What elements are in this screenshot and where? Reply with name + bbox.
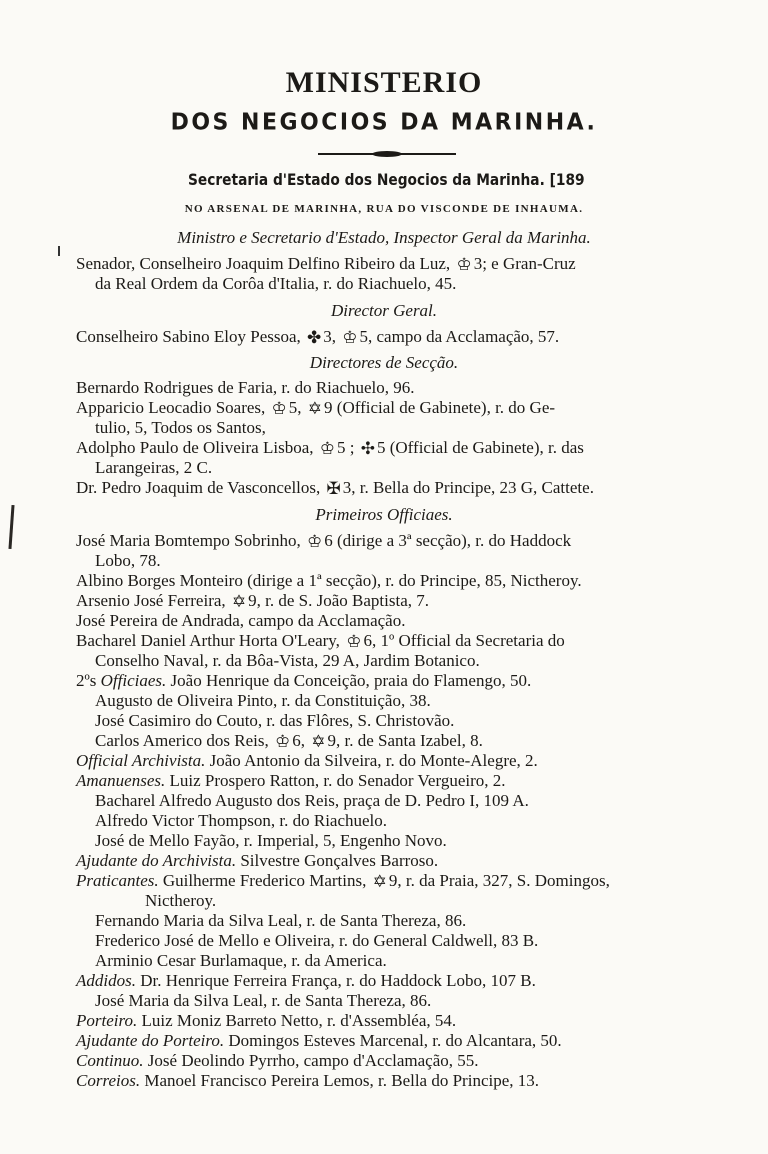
entry-line: Adolpho Paulo de Oliveira Lisboa, ♔ 5 ; ✣ 5 (Official de Gabinete), r. das <box>76 438 584 458</box>
entry-line: Carlos Americo dos Reis, ♔ 6, ✡ 9, r. de Santa Izabel, 8. <box>95 731 483 751</box>
entry-line: Praticantes. Guilherme Frederico Martins, ✡ 9, r. da Praia, 327, S. Domingos, <box>76 871 610 891</box>
entry-line: Fernando Maria da Silva Leal, r. de Santa Thereza, 86. <box>95 911 467 930</box>
section-title: Secretaria d'Estado dos Negocios da Marinha. [189 <box>188 170 585 189</box>
entry-line: da Real Ordem da Corôa d'Italia, r. do Riachuelo, 45. <box>95 274 457 293</box>
cross-icon: ✤ <box>307 328 322 347</box>
star-icon: ✡ <box>231 592 247 611</box>
entry-line: Bacharel Alfredo Augusto dos Reis, praça de D. Pedro I, 109 A. <box>95 791 529 810</box>
role-heading: Directores de Secção. <box>309 353 459 372</box>
star-icon: ✡ <box>311 732 326 751</box>
page-subtitle: DOS NEGOCIOS DA MARINHA. <box>170 109 598 136</box>
cross-icon: ✣ <box>360 439 375 458</box>
entry-line: tulio, 5, Todos os Santos, <box>95 418 266 437</box>
entry-line: Dr. Pedro Joaquim de Vasconcellos, ✠ 3, r. Bella do Principe, 23 G, Cattete. <box>76 478 594 498</box>
address-line: NO ARSENAL DE MARINHA, RUA DO VISCONDE DE INHAUMA. <box>184 203 584 215</box>
entry-line: José Maria Bomtempo Sobrinho, ♔ 6 (dirige a 3ª secção), r. do Haddock <box>76 531 572 551</box>
order-badge-icon: ♔ <box>456 255 472 274</box>
entry-line: José Casimiro do Couto, r. das Flôres, S. Christovão. <box>95 711 455 730</box>
entry-line: Amanuenses. Luiz Prospero Ratton, r. do Senador Vergueiro, 2. <box>76 771 506 790</box>
cross-icon: ✠ <box>326 479 341 498</box>
entry-line: Ajudante do Archivista. Silvestre Gonçalves Barroso. <box>76 851 439 870</box>
entry-line: Senador, Conselheiro Joaquim Delfino Ribeiro da Luz, ♔ 3; e Gran-Cruz <box>76 254 576 274</box>
entry-line: Addidos. Dr. Henrique Ferreira França, r. do Haddock Lobo, 107 B. <box>76 971 536 990</box>
role-heading: Director Geral. <box>330 301 438 320</box>
entry-line: Official Archivista. João Antonio da Silveira, r. do Monte-Alegre, 2. <box>76 751 538 770</box>
entry-line: Porteiro. Luiz Moniz Barreto Netto, r. d'Assembléa, 54. <box>76 1011 457 1030</box>
entry-line: Arsenio José Ferreira, ✡ 9, r. de S. João Baptista, 7. <box>76 591 430 611</box>
star-icon: ✡ <box>307 399 323 418</box>
entry-line: Alfredo Victor Thompson, r. do Riachuelo. <box>95 811 388 830</box>
entry-line: Conselheiro Sabino Eloy Pessoa, ✤ 3, ♔ 5, campo da Acclamação, 57. <box>76 327 560 347</box>
ornamental-rule <box>318 153 456 155</box>
role-heading: Primeiros Officiaes. <box>315 505 453 524</box>
entry-line: 2ºs Officiaes. João Henrique da Conceição, praia do Flamengo, 50. <box>76 671 532 690</box>
entry-line: Bacharel Daniel Arthur Horta O'Leary, ♔ 6, 1º Official da Secretaria do <box>76 631 565 651</box>
order-badge-icon: ♔ <box>342 328 358 347</box>
entry-line: Correios. Manoel Francisco Pereira Lemos, r. Bella do Principe, 13. <box>76 1071 540 1090</box>
entry-line: Conselho Naval, r. da Bôa-Vista, 29 A, Jardim Botanico. <box>95 651 480 670</box>
order-badge-icon: ♔ <box>275 732 291 751</box>
role-heading: Ministro e Secretario d'Estado, Inspector Geral da Marinha. <box>177 228 591 247</box>
entry-line: Bernardo Rodrigues de Faria, r. do Riachuelo, 96. <box>76 378 415 397</box>
entry-line: Augusto de Oliveira Pinto, r. da Constituição, 38. <box>95 691 431 710</box>
entry-line: Nictheroy. <box>145 891 217 910</box>
entry-line: Continuo. José Deolindo Pyrrho, campo d'Acclamação, 55. <box>76 1051 479 1070</box>
entry-line: Frederico José de Mello e Oliveira, r. do General Caldwell, 83 B. <box>95 931 539 950</box>
order-badge-icon: ♔ <box>307 532 323 551</box>
entry-line: José Pereira de Andrada, campo da Acclamação. <box>76 611 406 630</box>
order-badge-icon: ♔ <box>271 399 287 418</box>
order-badge-icon: ♔ <box>319 439 335 458</box>
entry-line: Lobo, 78. <box>95 551 161 570</box>
order-badge-icon: ♔ <box>346 632 362 651</box>
entry-line: Apparicio Leocadio Soares, ♔ 5, ✡ 9 (Official de Gabinete), r. do Ge- <box>76 398 556 418</box>
entry-line: Larangeiras, 2 C. <box>95 458 213 477</box>
entry-line: Ajudante do Porteiro. Domingos Esteves Marcenal, r. do Alcantara, 50. <box>76 1031 562 1050</box>
entry-line: José de Mello Fayão, r. Imperial, 5, Engenho Novo. <box>95 831 447 850</box>
entry-line: José Maria da Silva Leal, r. de Santa Thereza, 86. <box>95 991 432 1010</box>
entry-line: Arminio Cesar Burlamaque, r. da America. <box>95 951 387 970</box>
page-title: MINISTERIO <box>285 66 483 99</box>
entry-line: Albino Borges Monteiro (dirige a 1ª secção), r. do Principe, 85, Nictheroy. <box>76 571 582 590</box>
star-icon: ✡ <box>372 872 387 891</box>
